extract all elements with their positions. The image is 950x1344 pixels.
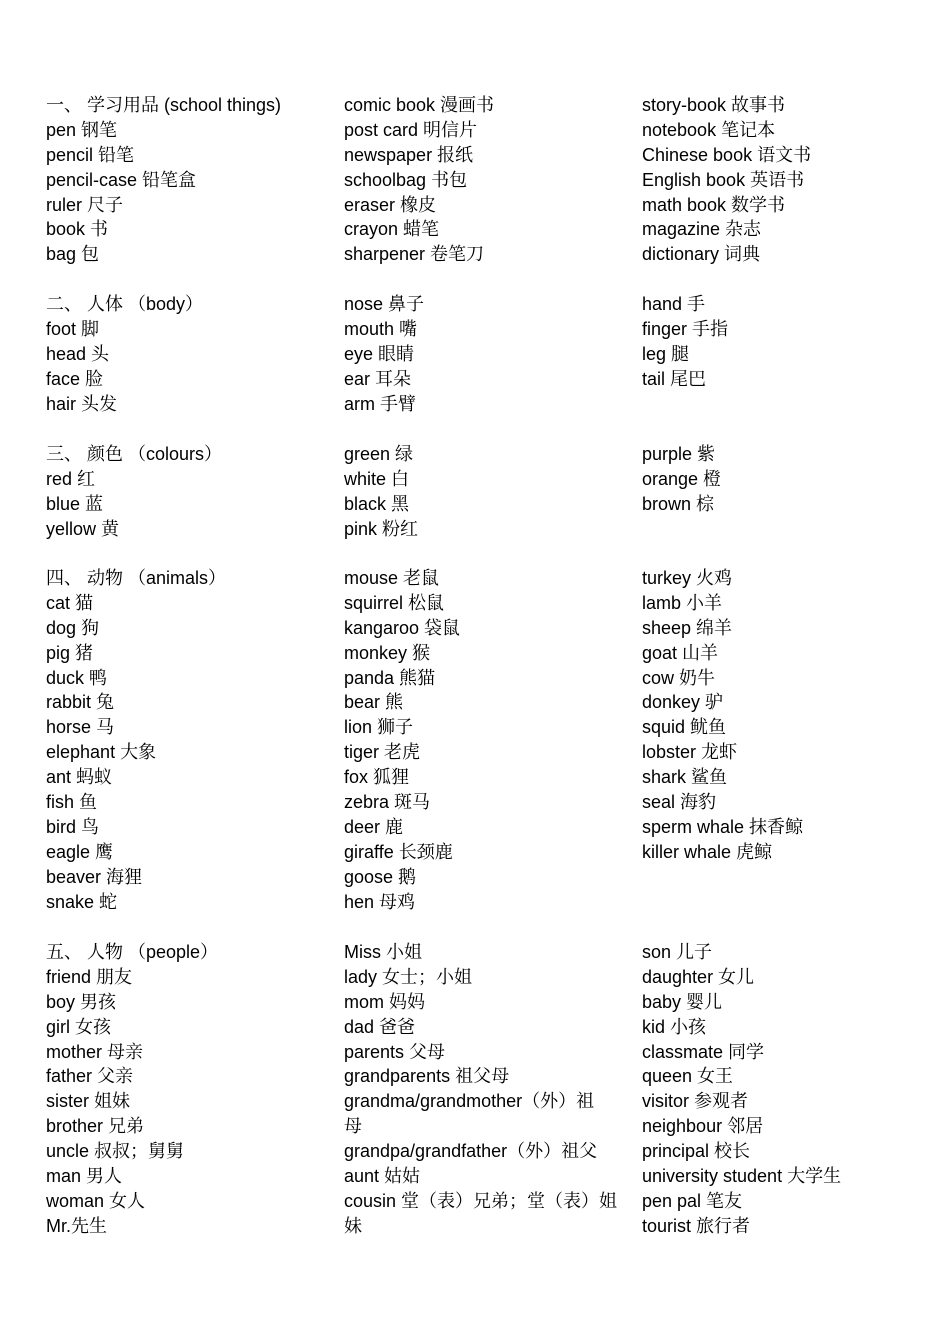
vocab-entry: dog 狗 — [46, 617, 100, 638]
vocab-entry: tourist 旅行者 — [642, 1215, 751, 1236]
section-heading: 二、 人体 （body） — [46, 294, 204, 314]
column-2 — [344, 442, 610, 542]
vocab-entry: fox 狐狸 — [344, 767, 410, 788]
vocab-entry: orange 橙 — [642, 468, 722, 489]
vocab-entry: hair 头发 — [46, 393, 118, 414]
vocab-entry: mouse 老鼠 — [344, 568, 440, 588]
column-3 — [642, 940, 932, 1239]
vocab-entry: pen pal 笔友 — [642, 1190, 743, 1211]
vocab-entry: tail 尾巴 — [642, 368, 707, 389]
column-3 — [642, 292, 932, 392]
vocab-entry: squid 鱿鱼 — [642, 717, 727, 738]
vocab-entry: English book 英语书 — [642, 169, 805, 190]
vocab-entry: pink 粉红 — [344, 518, 419, 539]
vocab-entry: hand 手 — [642, 294, 706, 314]
vocab-entry: donkey 驴 — [642, 692, 724, 713]
vocab-entry: goose 鹅 — [344, 866, 417, 887]
vocab-entry: grandma/grandmother（外）祖 — [344, 1091, 595, 1112]
vocab-entry: zebra 斑马 — [344, 792, 431, 813]
vocab-entry: cousin 堂（表）兄弟；堂（表）姐 — [344, 1190, 618, 1211]
vocab-entry: newspaper 报纸 — [344, 144, 474, 165]
vocab-entry: brother 兄弟 — [46, 1116, 145, 1137]
vocab-entry: comic book 漫画书 — [344, 95, 495, 115]
vocab-entry: eagle 鹰 — [46, 841, 114, 862]
vocab-entry: notebook 笔记本 — [642, 119, 776, 140]
vocab-entry: leg 腿 — [642, 343, 690, 364]
vocab-entry: lion 狮子 — [344, 717, 414, 738]
vocab-entry: story-book 故事书 — [642, 95, 786, 115]
vocab-entry: ant 蚂蚁 — [46, 767, 113, 788]
vocab-entry: horse 马 — [46, 717, 115, 738]
vocab-entry: grandparents 祖父母 — [344, 1066, 510, 1087]
vocab-entry: lobster 龙虾 — [642, 742, 738, 763]
vocab-entry: daughter 女儿 — [642, 966, 755, 987]
vocab-entry: face 脸 — [46, 368, 104, 389]
vocab-entry: queen 女王 — [642, 1066, 734, 1087]
vocab-entry: book 书 — [46, 219, 109, 240]
vocab-entry: pig 猪 — [46, 642, 94, 663]
vocab-entry: girl 女孩 — [46, 1016, 112, 1037]
vocab-entry: magazine 杂志 — [642, 219, 762, 240]
vocab-entry: nose 鼻子 — [344, 294, 425, 314]
column-1 — [46, 442, 326, 542]
vocab-entry: university student 大学生 — [642, 1166, 842, 1187]
column-2 — [344, 940, 618, 1239]
vocab-entry: Chinese book 语文书 — [642, 144, 812, 165]
vocab-entry: bag 包 — [46, 244, 100, 265]
vocab-entry: sheep 绵羊 — [642, 617, 733, 638]
vocab-entry: dad 爸爸 — [344, 1016, 416, 1037]
vocab-entry: white 白 — [344, 468, 410, 489]
column-3 — [642, 566, 932, 865]
vocab-entry: parents 父母 — [344, 1041, 446, 1062]
vocab-entry: pencil 铅笔 — [46, 144, 135, 165]
section-heading: 一、 学习用品 (school things) — [46, 95, 282, 115]
vocab-entry: red 红 — [46, 468, 96, 489]
vocab-entry: lady 女士；小姐 — [344, 966, 473, 987]
vocab-entry: turkey 火鸡 — [642, 568, 733, 588]
column-3 — [642, 93, 932, 267]
vocab-entry: post card 明信片 — [344, 119, 478, 140]
vocab-entry: squirrel 松鼠 — [344, 592, 445, 613]
vocab-entry: father 父亲 — [46, 1066, 134, 1087]
vocab-entry: kid 小孩 — [642, 1016, 707, 1037]
vocab-entry: son 儿子 — [642, 942, 713, 962]
vocab-entry: fish 鱼 — [46, 792, 98, 813]
column-1 — [46, 93, 326, 267]
column-2 — [344, 93, 610, 267]
vocab-entry: 母 — [344, 1116, 362, 1137]
vocab-entry: arm 手臂 — [344, 393, 416, 414]
vocab-entry: dictionary 词典 — [642, 244, 761, 265]
vocab-entry: giraffe 长颈鹿 — [344, 841, 453, 862]
vocab-entry: grandpa/grandfather（外）祖父 — [344, 1141, 598, 1162]
vocab-entry: Miss 小姐 — [344, 942, 422, 962]
vocab-entry: kangaroo 袋鼠 — [344, 617, 461, 638]
vocab-entry: head 头 — [46, 343, 110, 364]
vocab-entry: green 绿 — [344, 444, 414, 464]
vocab-entry: cat 猫 — [46, 592, 94, 613]
vocab-entry: math book 数学书 — [642, 194, 786, 215]
vocab-entry: 妹 — [344, 1215, 362, 1236]
vocab-entry: man 男人 — [46, 1166, 123, 1187]
vocab-entry: sister 姐妹 — [46, 1091, 131, 1112]
vocab-entry: pen 钢笔 — [46, 119, 118, 140]
vocab-entry: goat 山羊 — [642, 642, 719, 663]
vocab-entry: shark 鲨鱼 — [642, 767, 728, 788]
column-1 — [46, 292, 326, 416]
vocab-entry: black 黑 — [344, 493, 410, 514]
vocab-entry: eye 眼睛 — [344, 343, 415, 364]
vocab-entry: blue 蓝 — [46, 493, 104, 514]
vocab-entry: boy 男孩 — [46, 991, 117, 1012]
vocab-entry: yellow 黄 — [46, 518, 120, 539]
section-heading: 五、 人物 （people） — [46, 942, 219, 962]
vocab-entry: panda 熊猫 — [344, 667, 436, 688]
vocab-entry: ruler 尺子 — [46, 194, 124, 215]
vocab-entry: cow 奶牛 — [642, 667, 716, 688]
vocab-entry: eraser 橡皮 — [344, 194, 437, 215]
vocab-entry: tiger 老虎 — [344, 742, 421, 763]
vocab-entry: sperm whale 抹香鲸 — [642, 816, 804, 837]
vocab-entry: brown 棕 — [642, 493, 715, 514]
vocab-entry: finger 手指 — [642, 318, 729, 339]
vocab-entry: baby 婴儿 — [642, 991, 723, 1012]
vocab-entry: neighbour 邻居 — [642, 1116, 764, 1137]
vocab-entry: deer 鹿 — [344, 816, 404, 837]
vocab-entry: friend 朋友 — [46, 966, 133, 987]
vocab-entry: rabbit 兔 — [46, 692, 115, 713]
vocab-entry: purple 紫 — [642, 444, 716, 464]
vocab-entry: killer whale 虎鲸 — [642, 841, 773, 862]
vocab-entry: woman 女人 — [46, 1190, 146, 1211]
vocab-entry: beaver 海狸 — [46, 866, 143, 887]
vocab-entry: mother 母亲 — [46, 1041, 144, 1062]
vocab-entry: uncle 叔叔；舅舅 — [46, 1141, 185, 1162]
vocab-entry: bear 熊 — [344, 692, 404, 713]
section-heading: 三、 颜色 （colours） — [46, 444, 223, 464]
vocab-entry: aunt 姑姑 — [344, 1166, 421, 1187]
vocab-entry: snake 蛇 — [46, 891, 118, 912]
column-2 — [344, 566, 610, 914]
vocab-entry: duck 鸭 — [46, 667, 108, 688]
column-1 — [46, 940, 326, 1239]
column-1 — [46, 566, 326, 914]
vocab-entry: bird 鸟 — [46, 816, 100, 837]
vocab-entry: foot 脚 — [46, 318, 100, 339]
vocab-entry: ear 耳朵 — [344, 368, 412, 389]
column-3 — [642, 442, 932, 517]
vocab-entry: crayon 蜡笔 — [344, 219, 440, 240]
vocab-entry: mom 妈妈 — [344, 991, 425, 1012]
vocab-entry: principal 校长 — [642, 1141, 751, 1162]
vocab-entry: monkey 猴 — [344, 642, 431, 663]
vocab-entry: pencil-case 铅笔盒 — [46, 169, 197, 190]
vocab-entry: lamb 小羊 — [642, 592, 723, 613]
vocab-entry: hen 母鸡 — [344, 891, 416, 912]
section-heading: 四、 动物 （animals） — [46, 568, 227, 588]
column-2 — [344, 292, 610, 416]
vocab-entry: schoolbag 书包 — [344, 169, 468, 190]
vocab-entry: visitor 参观者 — [642, 1091, 749, 1112]
vocab-entry: Mr.先生 — [46, 1215, 107, 1236]
vocab-entry: mouth 嘴 — [344, 318, 418, 339]
vocab-entry: classmate 同学 — [642, 1041, 765, 1062]
vocab-entry: sharpener 卷笔刀 — [344, 244, 485, 265]
vocab-entry: seal 海豹 — [642, 792, 717, 813]
vocab-entry: elephant 大象 — [46, 742, 157, 763]
